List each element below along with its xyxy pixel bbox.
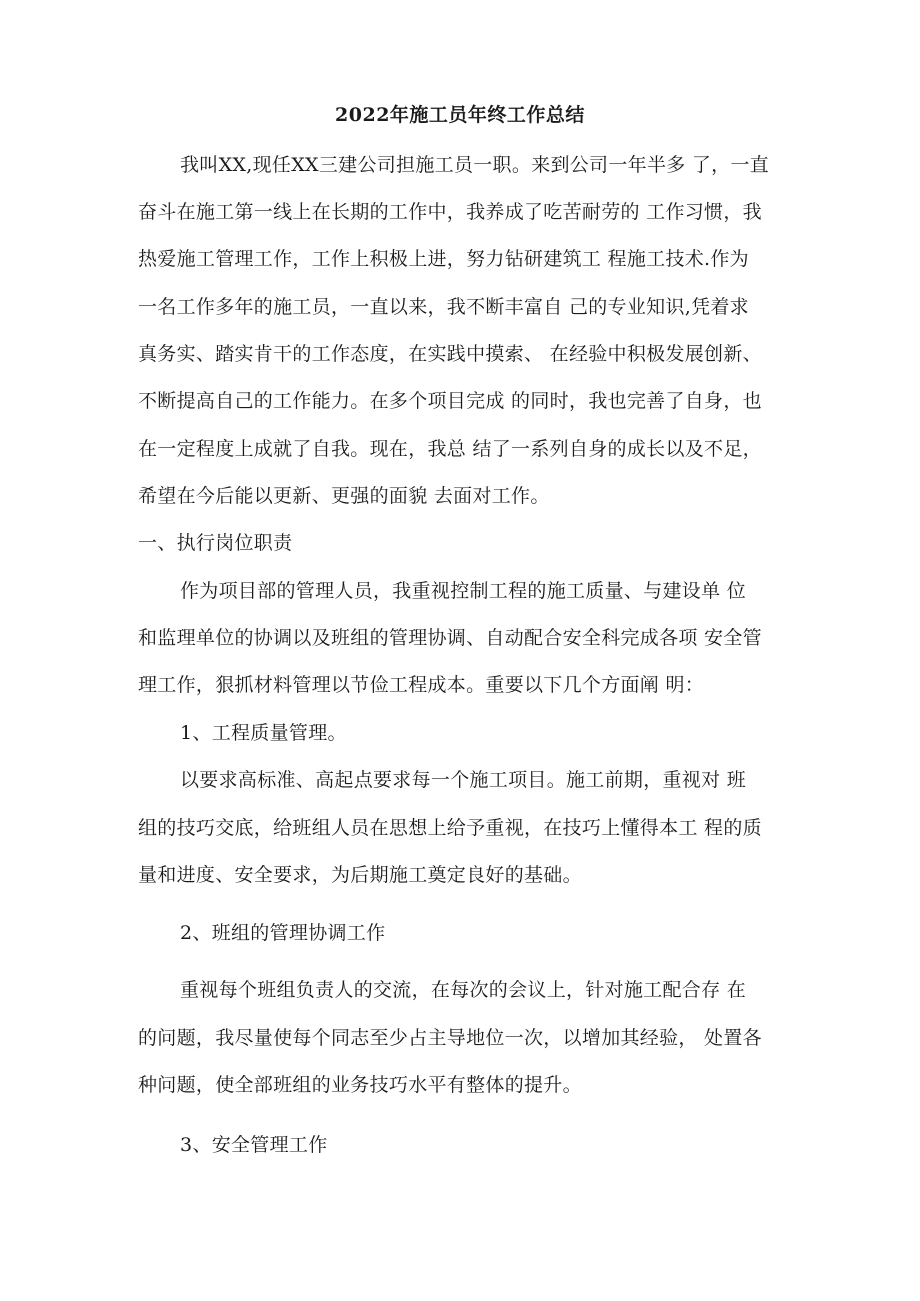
text-line: 和监理单位的协调以及班组的管理协调、自动配合安全科完成各项 安全管	[138, 627, 762, 649]
text-line: 在一定程度上成就了自我。现在，我总 结了一系列自身的成长以及不足，	[138, 438, 762, 460]
text-line: 奋斗在施工第一线上在长期的工作中，我养成了吃苦耐劳的 工作习惯，我	[138, 201, 762, 223]
text-line: 的问题，我尽量使每个同志至少占主导地位一次，以增加其经验， 处置各	[138, 1027, 762, 1049]
section-heading: 一、执行岗位职责	[138, 532, 293, 554]
text-line: 量和进度、安全要求，为后期施工奠定良好的基础。	[138, 864, 582, 886]
text-line: 希望在今后能以更新、更强的面貌 去面对工作。	[138, 485, 550, 507]
text-line: 一名工作多年的施工员，一直以来，我不断丰富自 己的专业知识,凭着求	[138, 296, 749, 318]
text-line: 理工作，狠抓材料管理以节俭工程成本。重要以下几个方面阐 明：	[138, 674, 705, 696]
subsection-heading: 2、班组的管理协调工作	[180, 922, 386, 944]
subsection-heading: 3、安全管理工作	[180, 1134, 328, 1156]
document-title: 2022年施工员年终工作总结	[335, 104, 585, 126]
text-line: 热爱施工管理工作，工作上积极上进，努力钻研建筑工 程施工技术.作为	[138, 248, 749, 270]
text-line: 组的技巧交底，给班组人员在思想上给予重视，在技巧上懂得本工 程的质	[138, 817, 762, 839]
text-line: 作为项目部的管理人员，我重视控制工程的施工质量、与建设单 位	[180, 580, 747, 602]
text-line: 以要求高标准、高起点要求每一个施工项目。施工前期，重视对 班	[180, 769, 747, 791]
text-line: 我叫XX,现任XX三建公司担施工员一职。来到公司一年半多 了，一直	[180, 154, 770, 176]
subsection-heading: 1、工程质量管理。	[180, 722, 347, 744]
text-line: 重视每个班组负责人的交流，在每次的会议上，针对施工配合存 在	[180, 979, 747, 1001]
text-line: 不断提高自己的工作能力。在多个项目完成 的同时，我也完善了自身，也	[138, 390, 762, 412]
text-line: 种问题，使全部班组的业务技巧水平有整体的提升。	[138, 1074, 582, 1096]
text-line: 真务实、踏实肯干的工作态度，在实践中摸索、 在经验中积极发展创新、	[138, 343, 762, 365]
